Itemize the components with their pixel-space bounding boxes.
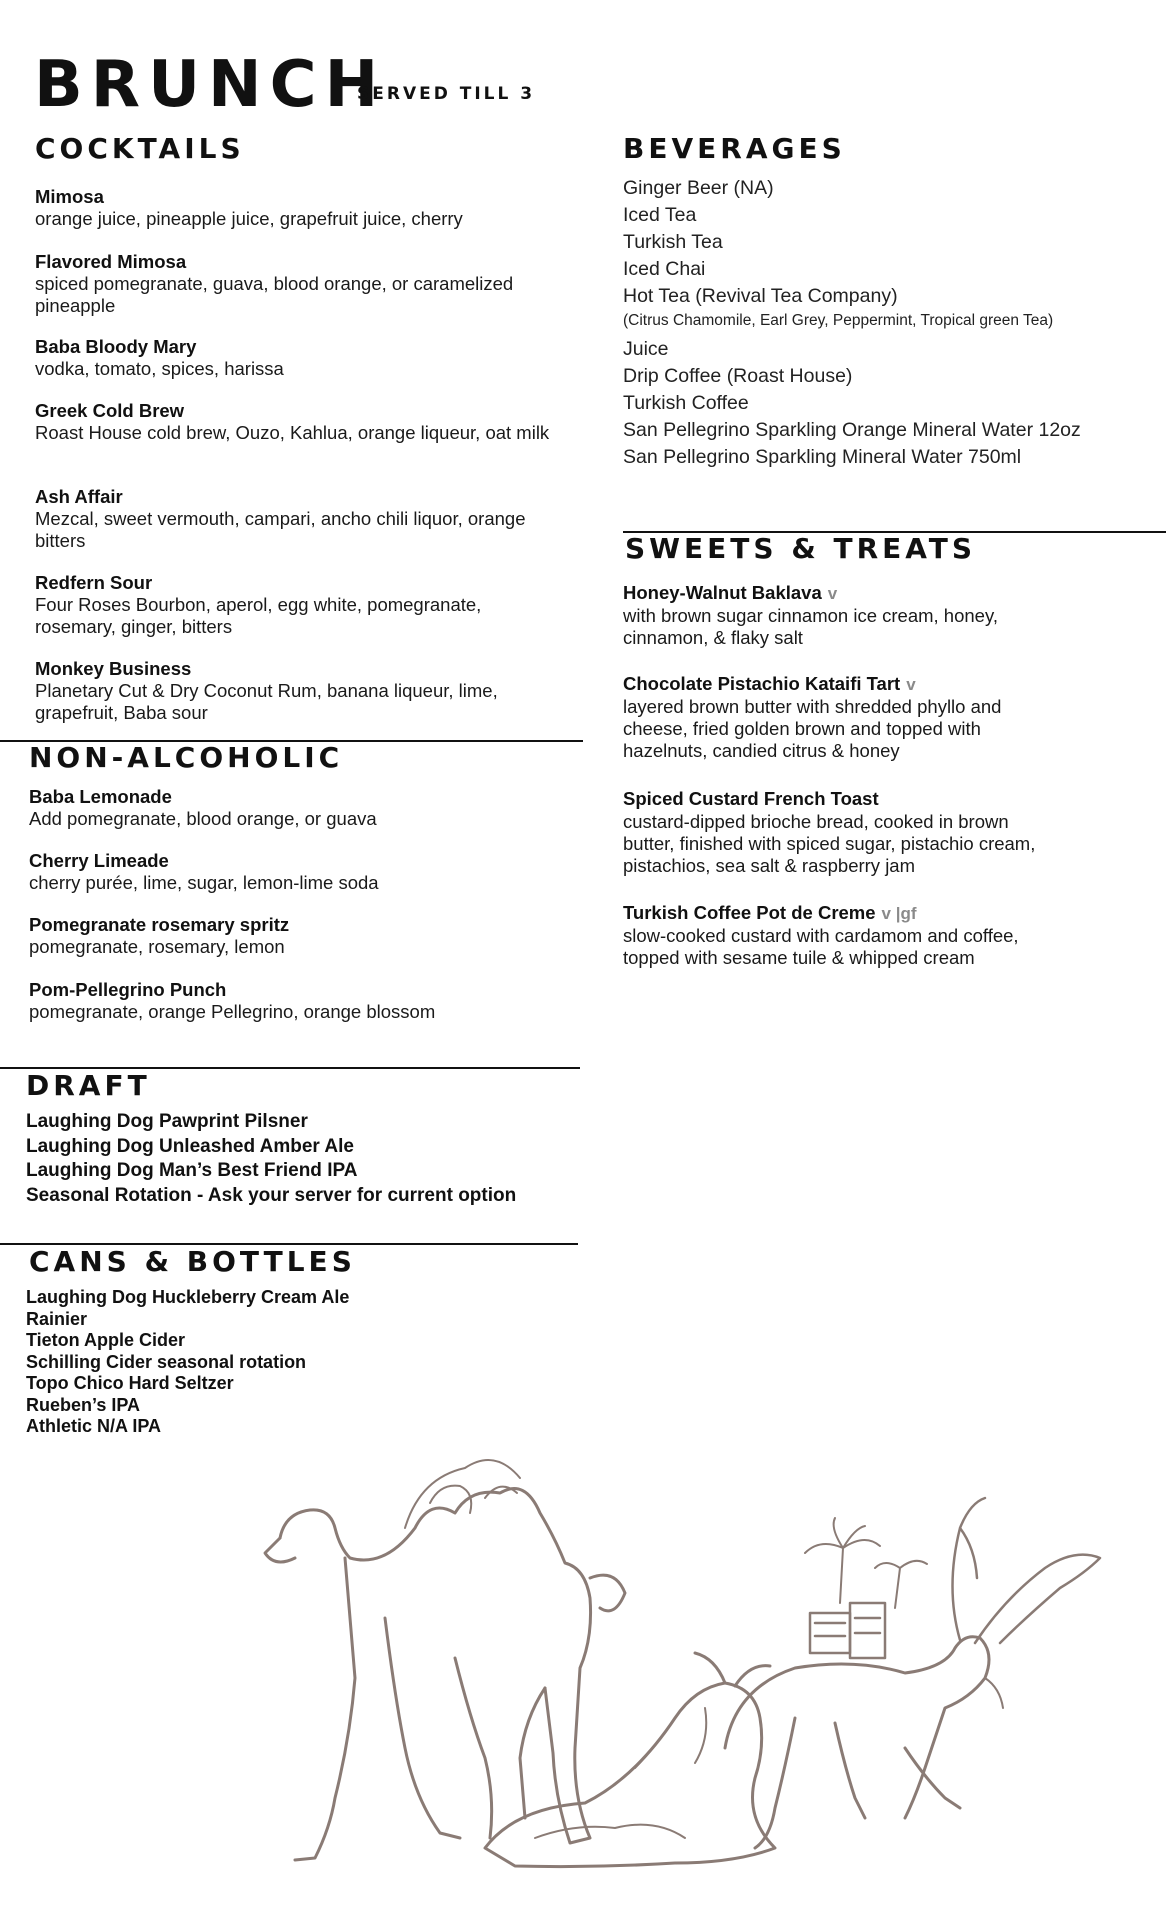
- beverages-heading: BEVERAGES: [623, 132, 846, 165]
- item-name: Pomegranate rosemary spritz: [29, 914, 290, 935]
- item-name: Greek Cold Brew: [35, 400, 185, 421]
- list-item: Laughing Dog Pawprint Pilsner: [26, 1111, 308, 1132]
- cocktails-heading: COCKTAILS: [35, 132, 245, 165]
- item-desc: vodka, tomato, spices, harissa: [35, 358, 284, 379]
- list-item: Turkish Coffee: [623, 392, 749, 414]
- menu-item: [29, 850, 379, 894]
- item-name: Spiced Custard French Toast: [623, 788, 879, 809]
- list-item: Rueben’s IPA: [26, 1394, 141, 1415]
- list-item: Athletic N/A IPA: [26, 1416, 162, 1436]
- item-desc: pomegranate, orange Pellegrino, orange blossom: [29, 1001, 436, 1022]
- menu-item: [29, 914, 289, 958]
- draft-heading: DRAFT: [26, 1069, 151, 1102]
- item-name: Pom-Pellegrino Punch: [29, 979, 227, 1000]
- item-name: Baba Bloody Mary: [35, 336, 197, 357]
- item-name: Chocolate Pistachio Kataifi Tart: [623, 673, 901, 694]
- dietary-tag: v |gf: [881, 904, 917, 923]
- item-desc: Add pomegranate, blood orange, or guava: [29, 808, 377, 829]
- menu-item: [35, 572, 535, 638]
- menu-item: [35, 658, 555, 724]
- palm-tree-icon: [805, 1518, 927, 1608]
- menu-item: [35, 400, 560, 444]
- list-item: Turkish Tea: [623, 231, 723, 253]
- item-desc: orange juice, pineapple juice, grapefruit juice, cherry: [35, 208, 463, 229]
- item-desc: Planetary Cut & Dry Coconut Rum, banana liqueur, lime, grapefruit, Baba sour: [35, 680, 498, 723]
- menu-item: [35, 186, 463, 230]
- menu-item: [35, 336, 284, 380]
- item-name: Flavored Mimosa: [35, 251, 187, 272]
- cans-bottles-list: [26, 1287, 466, 1438]
- item-desc: Roast House cold brew, Ouzo, Kahlua, orange liqueur, oat milk: [35, 422, 550, 443]
- list-item: Rainier: [26, 1308, 88, 1329]
- item-desc: spiced pomegranate, guava, blood orange, or caramelized pineapple: [35, 273, 514, 316]
- goat-icon: [485, 1653, 775, 1867]
- menu-item: [623, 788, 1063, 877]
- draft-list: [26, 1110, 586, 1208]
- page-title: BRUNCH: [34, 48, 387, 122]
- item-desc: layered brown butter with shredded phyllo and cheese, fried golden brown and topped with hazelnuts, candied citrus & honey: [623, 696, 1002, 761]
- animal-illustration: [255, 1418, 1115, 1880]
- list-item: Hot Tea (Revival Tea Company): [623, 285, 898, 307]
- list-item: Laughing Dog Man’s Best Friend IPA: [26, 1160, 358, 1181]
- item-name: Cherry Limeade: [29, 850, 169, 871]
- item-name: Honey-Walnut Baklava: [623, 582, 822, 603]
- menu-item: [623, 902, 1063, 969]
- item-desc: pomegranate, rosemary, lemon: [29, 936, 285, 957]
- dietary-tag: v: [827, 584, 838, 603]
- list-item: Tieton Apple Cider: [26, 1330, 186, 1350]
- item-desc: custard-dipped brioche bread, cooked in brown butter, finished with spiced sugar, pistachio cream, pistachios, sea salt & raspberry jam: [623, 811, 1036, 876]
- menu-item: [35, 486, 535, 552]
- sweets-heading: SWEETS & TREATS: [625, 532, 977, 565]
- list-item: Laughing Dog Huckleberry Cream Ale: [26, 1287, 350, 1307]
- house-icon: [810, 1603, 885, 1658]
- menu-item: [623, 673, 1063, 762]
- list-item: Seasonal Rotation - Ask your server for current option: [26, 1184, 517, 1206]
- list-item: Iced Chai: [623, 258, 706, 280]
- list-item: Juice: [623, 338, 669, 360]
- item-desc: cherry purée, lime, sugar, lemon-lime soda: [29, 872, 379, 893]
- item-name: Monkey Business: [35, 658, 192, 679]
- list-item: San Pellegrino Sparkling Mineral Water 750ml: [623, 446, 1022, 468]
- list-item: Laughing Dog Unleashed Amber Ale: [26, 1135, 354, 1157]
- item-name: Mimosa: [35, 186, 104, 207]
- list-item: Ginger Beer (NA): [623, 177, 774, 199]
- item-desc: with brown sugar cinnamon ice cream, honey, cinnamon, & flaky salt: [623, 605, 998, 648]
- list-item: Iced Tea: [623, 204, 697, 226]
- beverages-list: [623, 175, 1163, 471]
- menu-item: [29, 786, 377, 830]
- list-item: Schilling Cider seasonal rotation: [26, 1351, 307, 1372]
- camel-icon: [265, 1460, 625, 1860]
- cans-bottles-heading: CANS & BOTTLES: [29, 1245, 356, 1278]
- item-name: Baba Lemonade: [29, 786, 172, 807]
- item-name: Ash Affair: [35, 486, 123, 507]
- item-name: Turkish Coffee Pot de Creme: [623, 902, 876, 923]
- ibex-icon: [725, 1498, 1100, 1848]
- item-name: Redfern Sour: [35, 572, 153, 593]
- menu-item: [623, 582, 1063, 649]
- dietary-tag: v: [906, 675, 916, 694]
- non-alcoholic-heading: NON-ALCOHOLIC: [29, 741, 344, 774]
- served-till-note: SERVED TILL 3: [357, 84, 536, 104]
- list-item: Topo Chico Hard Seltzer: [26, 1373, 234, 1393]
- item-desc: slow-cooked custard with cardamom and coffee, topped with sesame tuile & whipped cream: [623, 925, 1019, 968]
- menu-item: [29, 979, 435, 1023]
- list-item: Drip Coffee (Roast House): [623, 365, 853, 387]
- item-desc: Mezcal, sweet vermouth, campari, ancho chili liquor, orange bitters: [35, 508, 526, 551]
- menu-item: [35, 251, 565, 317]
- item-desc: Four Roses Bourbon, aperol, egg white, pomegranate, rosemary, ginger, bitters: [35, 594, 482, 637]
- tea-varieties-note: (Citrus Chamomile, Earl Grey, Peppermint, Tropical green Tea): [623, 312, 1054, 329]
- list-item: San Pellegrino Sparkling Orange Mineral Water 12oz: [623, 419, 1081, 441]
